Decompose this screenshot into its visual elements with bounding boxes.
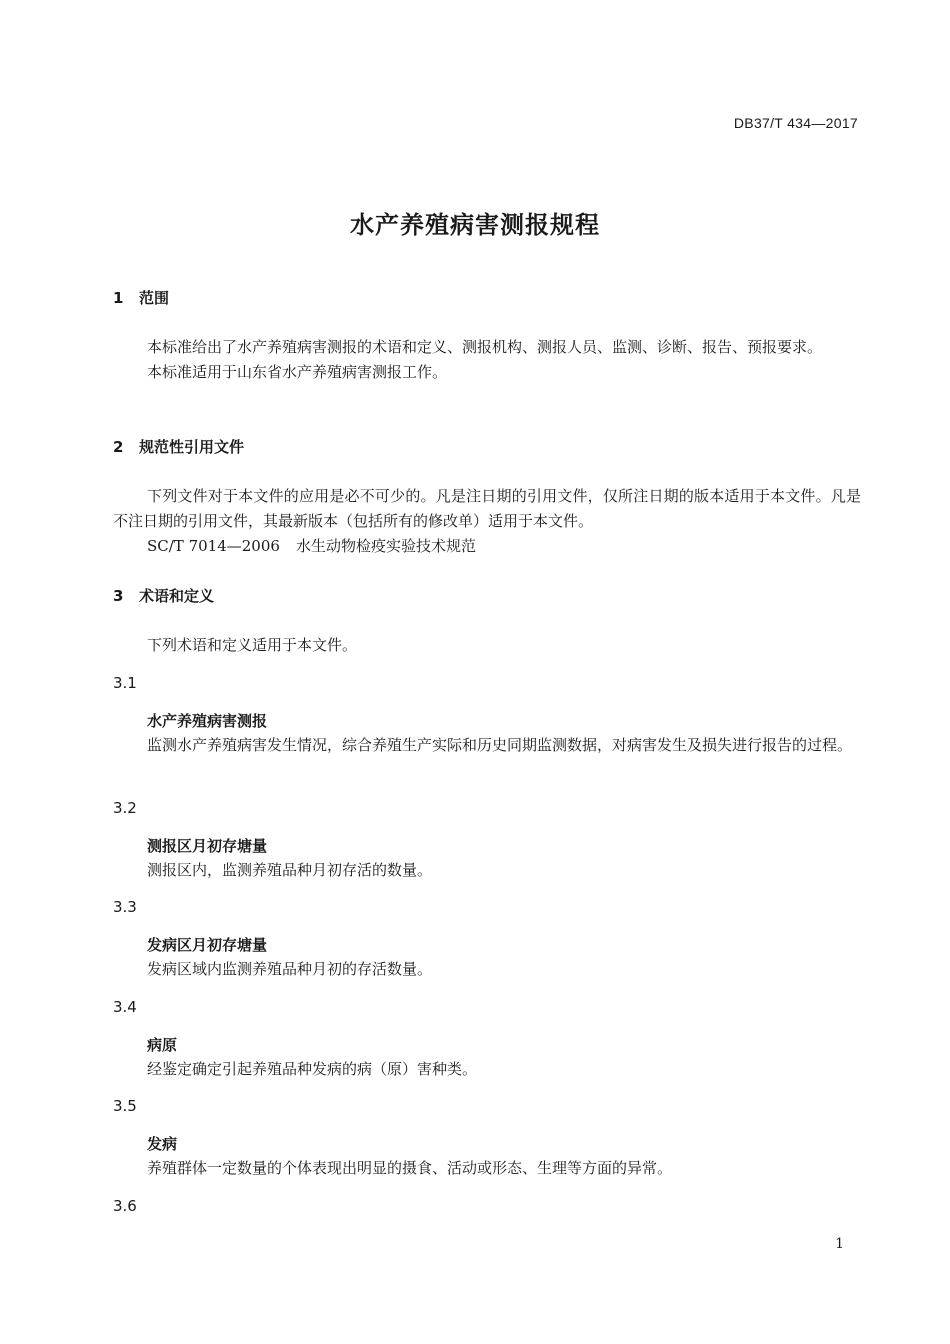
term-definition: 发病区域内监测养殖品种月初的存活数量。 [147,960,433,978]
term-definition: 养殖群体一定数量的个体表现出明显的摄食、活动或形态、生理等方面的异常。 [147,1159,673,1177]
section-2-heading [113,435,861,459]
paragraph: 下列术语和定义适用于本文件。 [147,636,358,654]
term-name: 水产养殖病害测报 [147,712,268,730]
term-definition: 测报区内，监测养殖品种月初存活的数量。 [147,861,433,879]
section-3-heading [113,584,861,608]
section-title: 术语和定义 [139,587,215,605]
term-definition: 经鉴定确定引起养殖品种发病的病（原）害种类。 [147,1060,478,1078]
term-name: 病原 [147,1036,178,1054]
term-definition: 监测水产养殖病害发生情况，综合养殖生产实际和历史同期监测数据，对病害发生及损失进行报告的过程。 [147,736,853,754]
section-3-intro [113,633,861,658]
term-number: 3.5 [113,1097,137,1115]
term-3-2 [113,796,861,883]
reference-title: 水生动物检疫实验技术规范 [295,537,476,555]
term-3-6 [113,1194,861,1218]
paragraph: 下列文件对于本文件的应用是必不可少的。凡是注日期的引用文件，仅所注日期的版本适用于本文件。凡是不注日期的引用文件，其最新版本（包括所有的修改单）适用于本文件。 [113,487,861,530]
term-3-3 [113,895,861,982]
term-3-1 [113,671,861,758]
section-2-body [113,484,861,559]
term-number: 3.2 [113,799,137,817]
section-1-body [113,335,861,385]
section-number: 3 [113,587,124,605]
term-name: 测报区月初存塘量 [147,837,268,855]
paragraph: 本标准适用于山东省水产养殖病害测报工作。 [147,363,448,381]
term-number: 3.1 [113,674,137,692]
section-1-heading [113,286,861,310]
reference-code: SC/T 7014—2006 [147,537,280,555]
section-number: 1 [113,289,124,307]
paragraph: 本标准给出了水产养殖病害测报的术语和定义、测报机构、测报人员、监测、诊断、报告、预报要求。 [147,338,823,356]
section-number: 2 [113,438,124,456]
document-title: 水产养殖病害测报规程 [350,211,600,239]
section-title: 范围 [139,289,170,307]
section-title: 规范性引用文件 [139,438,245,456]
term-name: 发病区月初存塘量 [147,936,268,954]
normative-reference [113,534,861,559]
term-number: 3.4 [113,998,137,1016]
term-number: 3.3 [113,898,137,916]
term-3-5 [113,1094,861,1181]
standard-code: DB37/T 434—2017 [733,115,858,131]
term-3-4 [113,995,861,1082]
term-number: 3.6 [113,1197,137,1215]
page-number: 1 [835,1236,844,1252]
term-name: 发病 [147,1135,178,1153]
